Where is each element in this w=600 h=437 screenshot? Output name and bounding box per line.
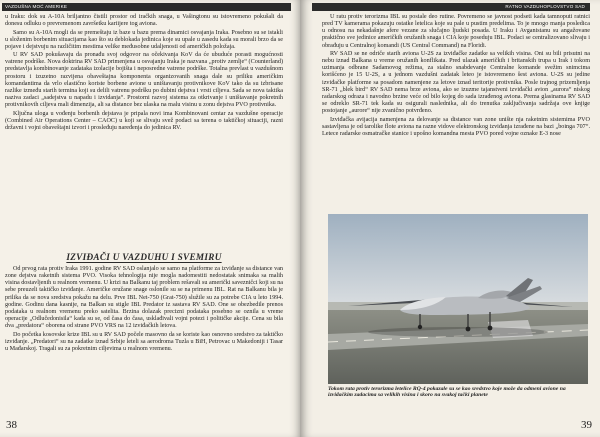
uav-on-runway-illustration (328, 214, 588, 384)
right-text (322, 14, 590, 139)
right-page-number: 39 (581, 419, 592, 431)
left-paragraph: Do početka kosovske krize IBL su u RV SAD počele masovno da se koriste kao osnovno sredstvo za taktičko izviđanje. „Predatori“ su na zadatke iznad Srbije leteli sa aerodroma Tuzla u BiH, Petrovac u Makedoniji i Tasar u Mađarskoj. Tragali su za pokretnim ciljevima u realnom vremenu. (5, 331, 283, 352)
right-page (300, 0, 600, 437)
right-running-header: RATNO VAZDUHOPLOVSTVO SAD (312, 3, 590, 11)
photo-caption: Tokom rata protiv terorizma letelice RQ-4 pokazale su se kao sredstvo koje može da odmeni avione na izviđačkim zadacima sa velikih visina i skoro na svakoj tački planete (328, 386, 566, 399)
right-paragraph: Izviđačka avijacija namenjena za delovanje sa distance van zone unište nja raketnim sistemima PVO sastavljena je od tarolike flote aviona na razne vidove elektronskog izviđanja izrađene na bazi „boinga 707“. Letece radarske osmatračke stanice i upošno komandna mesta PVO pored vojne oznake E-3 nose (322, 116, 590, 137)
left-paragraph: Samo su A-10A mogli da se premeštaju iz baze u bazu prema dinamici osvajanja Iraka. Posebno su se istakli u složenim borbenim situacijama kao što su deblokada jedinica koje su upale u zasedu kada su morali brzo da se pojave i dejstvuju na različitim mestima velike međusobne udaljenosti od američkih položaja. (5, 29, 283, 50)
left-section-text (5, 266, 283, 354)
left-running-header: VAZDUŠNA MOĆ AMERIKE (2, 3, 291, 11)
left-page-number: 38 (6, 419, 17, 431)
right-paragraph: U ratu protiv terorizma IBL su postale deo rutine. Povremeno se javnost podseti kada tamnoputi ratnici pred TV kamerama pokazuju ostatke letelica koje su pale u pustim predelima. To je mnogo manja posledica u odnosu na nekadašnje afere vezane za slučajno ljudski posada. U Iraku i Avganistanu su angažovane praktično sve jedinice američkih oružanih snaga i CIA koje poseduju IBL. Podaci se centralizovano slivaju i obrađuju u Centralnoj komandi (US Central Command) na Floridi. (322, 14, 590, 49)
left-paragraph: Od prvog rata protiv Iraka 1991. godine RV SAD oslanjalo se samo na platforme za izviđanje sa distance van zone dejstva raketnih sistema PVO. Visoka tehnologija nije mogla nadomestiti nedostatak snimaka sa malih visina dostavljenih u realnom vremenu. U krizi na Balkanu taj problem rešavali su američki savezničci koji su na sebe preuzeli taktičko izviđanje. Američke oružane snage oslonile su se na primenu IBL. Rat na Balkanu bila je prilika da se nova sredstva pokažu na delu. Prve IBL Net-750 (Grat-750) služile su za potrebe CIA u leto 1994. godine. Godinu dana kasnije, na Balkan su stigle IBL Predator iz sastava RV SAD. One se obezbedile prenos podataka u realnom vremenu preko satelita. Brzina dolazak precizni podataka posebno se oznila u vreme operacije „Odlučedonisila“ kada su se, od časa do časa, usklađivali vojni potezi i političke akcije. Cena su bila dva „predatora“ oborena od strane PVO VRS na 12 izviđačkih letova. (5, 266, 283, 330)
left-intro-text (5, 14, 283, 133)
left-paragraph: u Iraku: dok su A-10A briljantno čistili prostor od iračkih snaga, u Vašingtonu su istovremeno pokušali da donesu odluku o prevremenom završetku kariijere tog aviona. (5, 14, 283, 28)
section-heading: IZVIĐAČI U VAZDUHU I SVEMIRU (66, 252, 222, 262)
right-paragraph: RV SAD se ne odriče starih aviona U-2S za izviđačke zadatke sa velikih visina. Oni su bili prisutni na nebu iznad Balkana u vreme oružanih konflikata. Pred ulazak američkih i britanskih trupa u Irak i tokom uzimanja odbrane Sadamovog režima, za stalno snabdevanje Centralne komande svežim snimcima korišćeno je 15 U-2S, a u jednom vazdušni zadatak leteo je istovremeno šest aviona. U-2S su jedine izviđačke platforme sa posadom namenjene za letove iznad teritorije protivnika. Posle trajnog prizemljenja SR-71 „blek bird“ RV SAD nema brze aviona, ako se izuzme tajanstveni izviđački avion „aurora“ niskog radarskog odraza i navodno brzine veće od bilo kojeg do sada izrađenog aviona. Prema glasinama RV SAD se odreklo SR-71 tek kada su osigurali naslednika, ali do trenutka zaključivanja sadržaja ove knjige postojanje „aurore“ nije zvanično potvrđeno. (322, 50, 590, 115)
left-paragraph: Ključna uloga u vođenju borbenih dejstava je pripala novi ima Kombinovani centar za vazdušne operacije (Combined Air Operations Center – CAOC) u koji se slivaju svež podaci sa terena o taktičkoj situaciji, razni državni i vojni obaveštajni izvori i prosleđuju naređenja do jedinica RV. (5, 110, 283, 131)
global-hawk-photo (328, 214, 588, 384)
left-paragraph: U RV SAD pokušavaju da pronađu svoj odgovor na očekivanja KoV da će ubuduće porasti mogućnosti vatrene podrške. Nova doktrina RV SAD primenjena u osvajanju Iraka je nazvana „protiv zemlje“ (Counterland) predstavlja kombinovanje zadataka izolacije bojišta i neposredne vatrene podrške. Totalna prevlast u vazdušnom prostoru i izuzetno razvijena obaveštajna komponenta organizovanih snaga dale su priliku američkim komandantima da vrlo elastično koriste borbene avione u uništavanju protivnikove KoV tako da su izbrisane razlike između starih termina koji su delili vatrenu podršku po dubini dejstva i vrsti ciljeva. Sada se nova taktika naziva zadaci „sadejstva u napadu i izvidanja“. Prostorni razvoj sistema za otkrivanje i uništavanje pokretnih protivnikovih ciljeva mali dimenzija, ali sa distance bez ulaska na malu visinu u zonu dejstva PVO protivnika. (5, 52, 283, 109)
